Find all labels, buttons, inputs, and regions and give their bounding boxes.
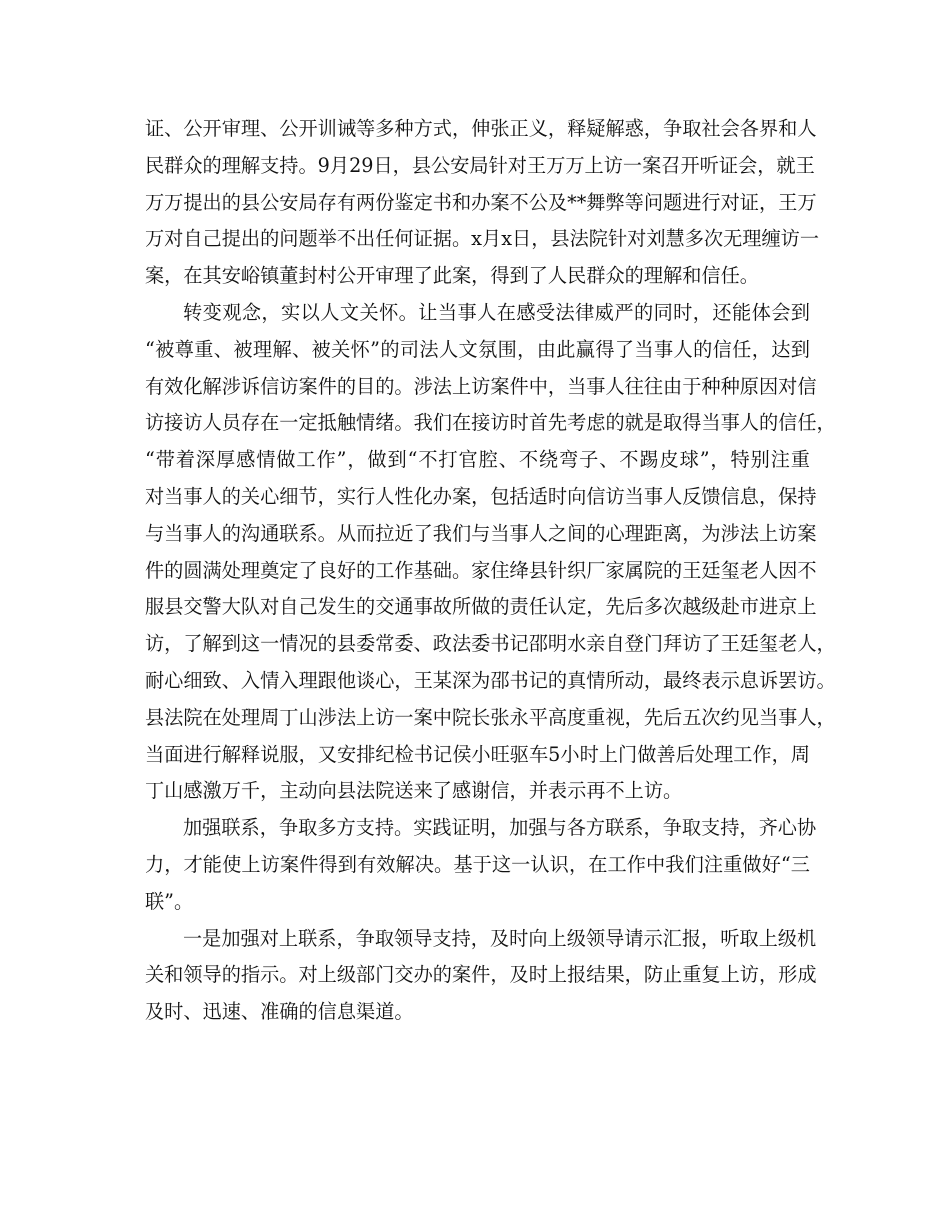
text-line: 访接访人员存在一定抵触情绪。我们在接访时首先考虑的就是取得当事人的信任， bbox=[145, 411, 836, 435]
text-line: 有效化解涉诉信访案件的目的。涉法上访案件中，当事人往往由于种种原因对信 bbox=[145, 374, 817, 398]
text-line: 一是加强对上联系，争取领导支持，及时向上级领导请示汇报，听取上级机 bbox=[183, 926, 817, 950]
document-body bbox=[145, 111, 836, 1031]
text-line: 关和领导的指示。对上级部门交办的案件，及时上报结果，防止重复上访，形成 bbox=[145, 963, 817, 987]
text-line: 加强联系，争取多方支持。实践证明，加强与各方联系，争取支持，齐心协 bbox=[183, 816, 817, 840]
text-line: 与当事人的沟通联系。从而拉近了我们与当事人之间的心理距离，为涉法上访案 bbox=[145, 521, 817, 545]
paragraph-1 bbox=[145, 111, 820, 295]
text-line: 转变观念，实以人文关怀。让当事人在感受法律威严的同时，还能体会到 bbox=[183, 300, 810, 324]
text-line: 县法院在处理周丁山涉法上访一案中院长张永平高度重视，先后五次约见当事人， bbox=[145, 705, 836, 729]
paragraph-2 bbox=[145, 295, 836, 810]
text-line: 件的圆满处理奠定了良好的工作基础。家住绛县针织厂家属院的王廷玺老人因不 bbox=[145, 558, 817, 582]
text-line: 访，了解到这一情况的县委常委、政法委书记邵明水亲自登门拜访了王廷玺老人， bbox=[145, 632, 836, 656]
text-line: 证、公开审理、公开训诫等多种方式，伸张正义，释疑解惑，争取社会各界和人 bbox=[145, 117, 817, 140]
text-line: 耐心细致、入情入理跟他谈心，王某深为邵书记的真情所动，最终表示息诉罢访。 bbox=[145, 668, 836, 692]
paragraph-3 bbox=[145, 810, 817, 920]
paragraph-4 bbox=[145, 921, 817, 1031]
text-line: 力，才能使上访案件得到有效解决。基于这一认识，在工作中我们注重做好“三 bbox=[145, 852, 810, 876]
text-line: 当面进行解释说服，又安排纪检书记侯小旺驱车5小时上门做善后处理工作，周 bbox=[145, 742, 810, 766]
text-line: 万对自己提出的问题举不出任何证据。x月x日，县法院针对刘慧多次无理缠访一 bbox=[145, 227, 820, 251]
text-line: 及时、迅速、准确的信息渠道。 bbox=[145, 1000, 414, 1024]
text-line: 民群众的理解支持。9月29日，县公安局针对王万万上访一案召开听证会，就王 bbox=[145, 153, 815, 177]
text-line: 万万提出的县公安局存有两份鉴定书和办案不公及**舞弊等问题进行对证，王万 bbox=[145, 190, 817, 214]
text-line: 联”。 bbox=[145, 889, 194, 913]
text-line: “带着深厚感情做工作”，做到“不打官腔、不绕弯子、不踢皮球”，特别注重 bbox=[145, 448, 810, 472]
text-line: 对当事人的关心细节，实行人性化办案，包括适时向信访当事人反馈信息，保持 bbox=[145, 484, 817, 508]
text-line: 丁山感激万千，主动向县法院送来了感谢信，并表示再不上访。 bbox=[145, 779, 683, 803]
text-line: 案，在其安峪镇董封村公开审理了此案，得到了人民群众的理解和信任。 bbox=[145, 264, 759, 288]
text-line: 服县交警大队对自己发生的交通事故所做的责任认定，先后多次越级赴市进京上 bbox=[145, 595, 817, 619]
text-line: “被尊重、被理解、被关怀”的司法人文氛围，由此赢得了当事人的信任，达到 bbox=[145, 337, 810, 361]
